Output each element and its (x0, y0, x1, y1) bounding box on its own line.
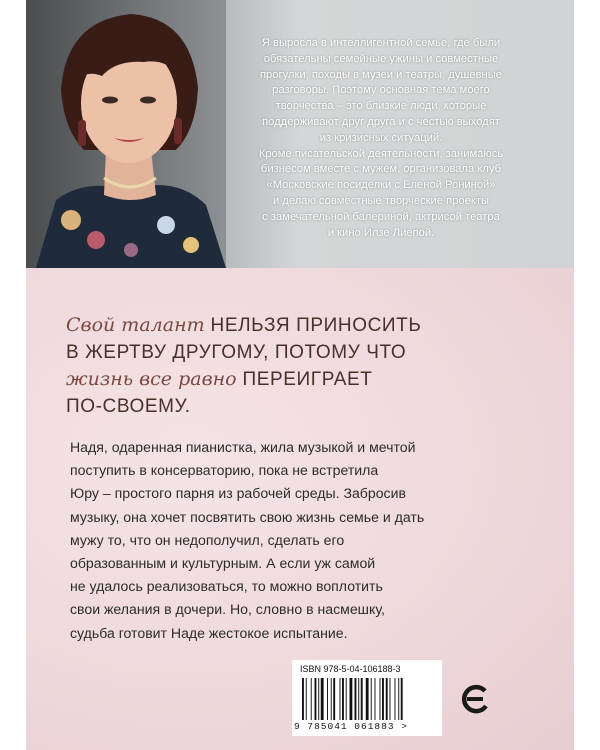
book-back-cover (26, 0, 574, 750)
annotation-line: музыку, она хочет посвятить свою жизнь семье и дать (70, 508, 425, 525)
barcode-bar (311, 678, 312, 720)
eksmo-logo-icon (458, 682, 492, 716)
barcode-bar (366, 678, 369, 720)
barcode-bars (302, 678, 432, 720)
bio-line: обязательны семейные ужины и совместные (263, 52, 499, 65)
barcode-bar (361, 678, 363, 720)
barcode-bar (350, 678, 353, 720)
annotation-line: поступить в консерваторию, пока не встретила (70, 462, 379, 479)
barcode-bar (340, 678, 341, 720)
bio-line: творчества – это близкие люди, которые (275, 100, 487, 113)
annotation-line: Юру – простого парня из рабочей среды. Забросив (70, 485, 406, 502)
annotation-line: Надя, одаренная пианистка, жила музыкой и мечтой (70, 439, 416, 455)
annotation-line: образованным и культурным. А если уж самой (70, 555, 376, 572)
bio-line: прогулки, походы в музеи и театры, душевные (260, 68, 502, 81)
quote-script-2: жизнь все равно (66, 368, 237, 390)
barcode-bar (395, 678, 396, 720)
barcode-bar (306, 678, 307, 720)
quote-line-2: В ЖЕРТВУ ДРУГОМУ, ПОТОМУ ЧТО (66, 342, 407, 363)
annotation-line: не удалось реализоваться, то можно воплотить (70, 578, 383, 595)
barcode-bar (327, 678, 328, 720)
quote-line-3 (66, 366, 566, 393)
barcode-bar (333, 678, 335, 720)
barcode-bar (346, 678, 347, 720)
quote-text-3: ПЕРЕИГРАЕТ (236, 369, 373, 390)
bio-line: бизнесом вместе с мужем, организовала клуб (260, 163, 502, 176)
bio-line: и кино Илзе Лиепой. (327, 226, 435, 239)
barcode-bar (380, 678, 381, 720)
barcode-bar (358, 678, 359, 720)
bio-line: и делаю совместные творческие проекты (272, 194, 490, 207)
bio-line: «Московские посиделки с Еленой Рониной» (266, 179, 496, 192)
author-band (26, 0, 574, 268)
quote-text-1: НЕЛЬЗЯ ПРИНОСИТЬ (204, 315, 422, 336)
barcode-bar (315, 678, 317, 720)
barcode-bar (390, 678, 391, 720)
isbn-text: ISBN 978-5-04-106188-3 (300, 664, 401, 674)
barcode-bar (355, 678, 357, 720)
barcode-bar (342, 678, 344, 720)
annotation-line: свои желания в дочери. Но, словно в насмешку, (70, 601, 385, 618)
barcode-bar (401, 678, 403, 720)
barcode-bar (386, 678, 388, 720)
book-annotation (70, 436, 560, 645)
bio-line: поддерживают друг друга и с честью выходят (262, 115, 500, 128)
barcode-bar (375, 678, 376, 720)
barcode-bar (398, 678, 399, 720)
bio-line: с замечательной балериной, актрисой театра (262, 210, 500, 223)
barcode-bar (302, 678, 304, 720)
author-bio (196, 36, 566, 241)
annotation-line: мужу то, что он недополучил, сделать его (70, 531, 345, 548)
quote-script-1: Свой талант (66, 314, 205, 336)
ean-digits: 9 785041 061883 > (294, 721, 408, 732)
barcode-block (292, 660, 442, 736)
quote-line-4: ПО-СВОЕМУ. (66, 396, 191, 417)
quote-line-1 (66, 312, 566, 339)
barcode-bar (371, 678, 372, 720)
annotation-line: судьба готовит Наде жестокое испытание. (70, 624, 348, 641)
pull-quote (66, 312, 566, 420)
bio-line: Я выросла в интеллигентной семье, где были (261, 37, 501, 49)
barcode-bar (318, 678, 319, 720)
barcode-bar (331, 678, 332, 720)
bio-line: разговоры. Поэтому основная тема моего (272, 84, 490, 97)
barcode-bar (321, 678, 324, 720)
bio-line: из кризисных ситуаций. (319, 131, 443, 144)
bio-line: Кроме писательской деятельности, занимаюсь (258, 147, 504, 160)
barcode-bar (382, 678, 384, 720)
